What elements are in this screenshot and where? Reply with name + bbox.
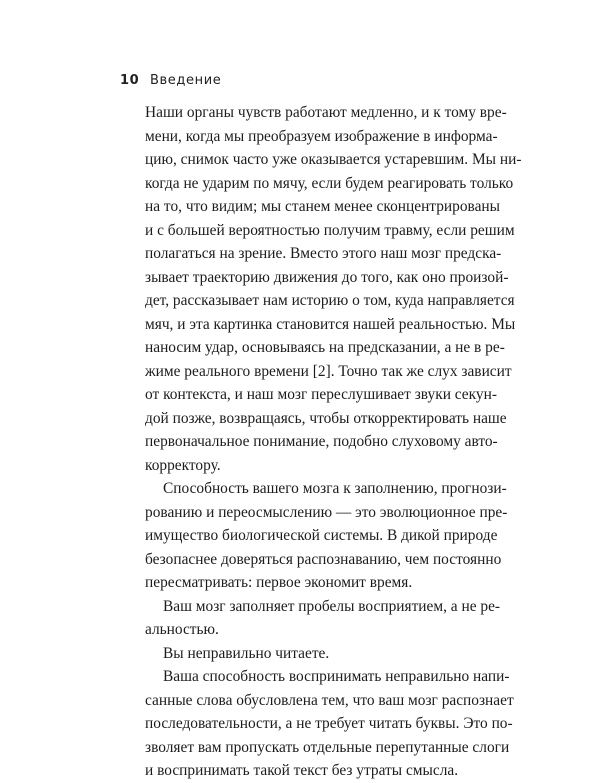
text-line: Наши органы чувств работают медленно, и к тому вре-	[145, 104, 507, 121]
text-line: санные слова обусловлена тем, что ваш мозг распознает	[145, 691, 514, 709]
text-line: пересматривать: первое экономит время.	[145, 574, 413, 591]
text-line: первоначальное понимание, подобно слуховому авто-	[145, 433, 498, 450]
text-line: Вы неправильно читаете.	[163, 644, 330, 662]
text-line: альностью.	[145, 621, 219, 638]
paragraph	[145, 477, 508, 595]
text-line: и с большей вероятностью получим травму, если решим	[145, 221, 515, 239]
text-line: на то, что видим; мы станем менее сконцентрированы	[145, 198, 501, 215]
text-line: полагаться на зрение. Вместо этого наш мозг предска-	[145, 245, 502, 262]
section-title: Введение	[150, 73, 222, 88]
paragraph	[145, 642, 464, 666]
text-line: рованию и переосмыслению — это эволюционное пре-	[145, 503, 508, 521]
text-line: мени, когда мы преобразуем изображение в информа-	[145, 127, 498, 145]
paragraph	[145, 665, 514, 783]
text-line: зывает траекторию движения до того, как оно произой-	[145, 268, 509, 286]
page-number: 10	[120, 73, 140, 88]
text-line: от контекста, и наш мозг переслушивает звуки секун-	[145, 386, 497, 403]
text-line: Способность вашего мозга к заполнению, прогнози-	[163, 480, 507, 497]
text-line: имущество биологической системы. В дикой природе	[145, 527, 498, 544]
text-line: цию, снимок часто уже оказывается устаревшим. Мы ни-	[145, 151, 522, 168]
text-line: мяч, и эта картинка становится нашей реальностью. Мы	[145, 315, 516, 333]
text-line: безопаснее доверяться распознаванию, чем постоянно	[145, 550, 502, 568]
text-line: зволяет вам пропускать отдельные перепутанные слоги	[145, 738, 510, 756]
text-line: дет, рассказывает нам историю о том, куда направляется	[145, 292, 515, 309]
text-line: наносим удар, основываясь на предсказании, а не в ре-	[145, 339, 505, 356]
body-text	[145, 101, 522, 783]
paragraph	[145, 101, 522, 477]
text-line: жиме реального времени [2]. Точно так же слух зависит	[145, 362, 512, 380]
text-line: последовательности, а не требует читать буквы. Это по-	[145, 715, 513, 732]
paragraph	[145, 595, 501, 642]
text-line: когда не ударим по мячу, если будем реагировать только	[145, 174, 514, 192]
text-line: и воспринимать такой текст без утраты смысла.	[145, 762, 459, 779]
text-line: Ваш мозг заполняет пробелы восприятием, а не ре-	[163, 597, 501, 615]
text-line: корректору.	[145, 456, 221, 474]
text-line: Ваша способность воспринимать неправильно напи-	[163, 668, 510, 685]
text-line: дой позже, возвращаясь, чтобы откорректировать наше	[145, 409, 507, 427]
running-head	[120, 72, 221, 90]
